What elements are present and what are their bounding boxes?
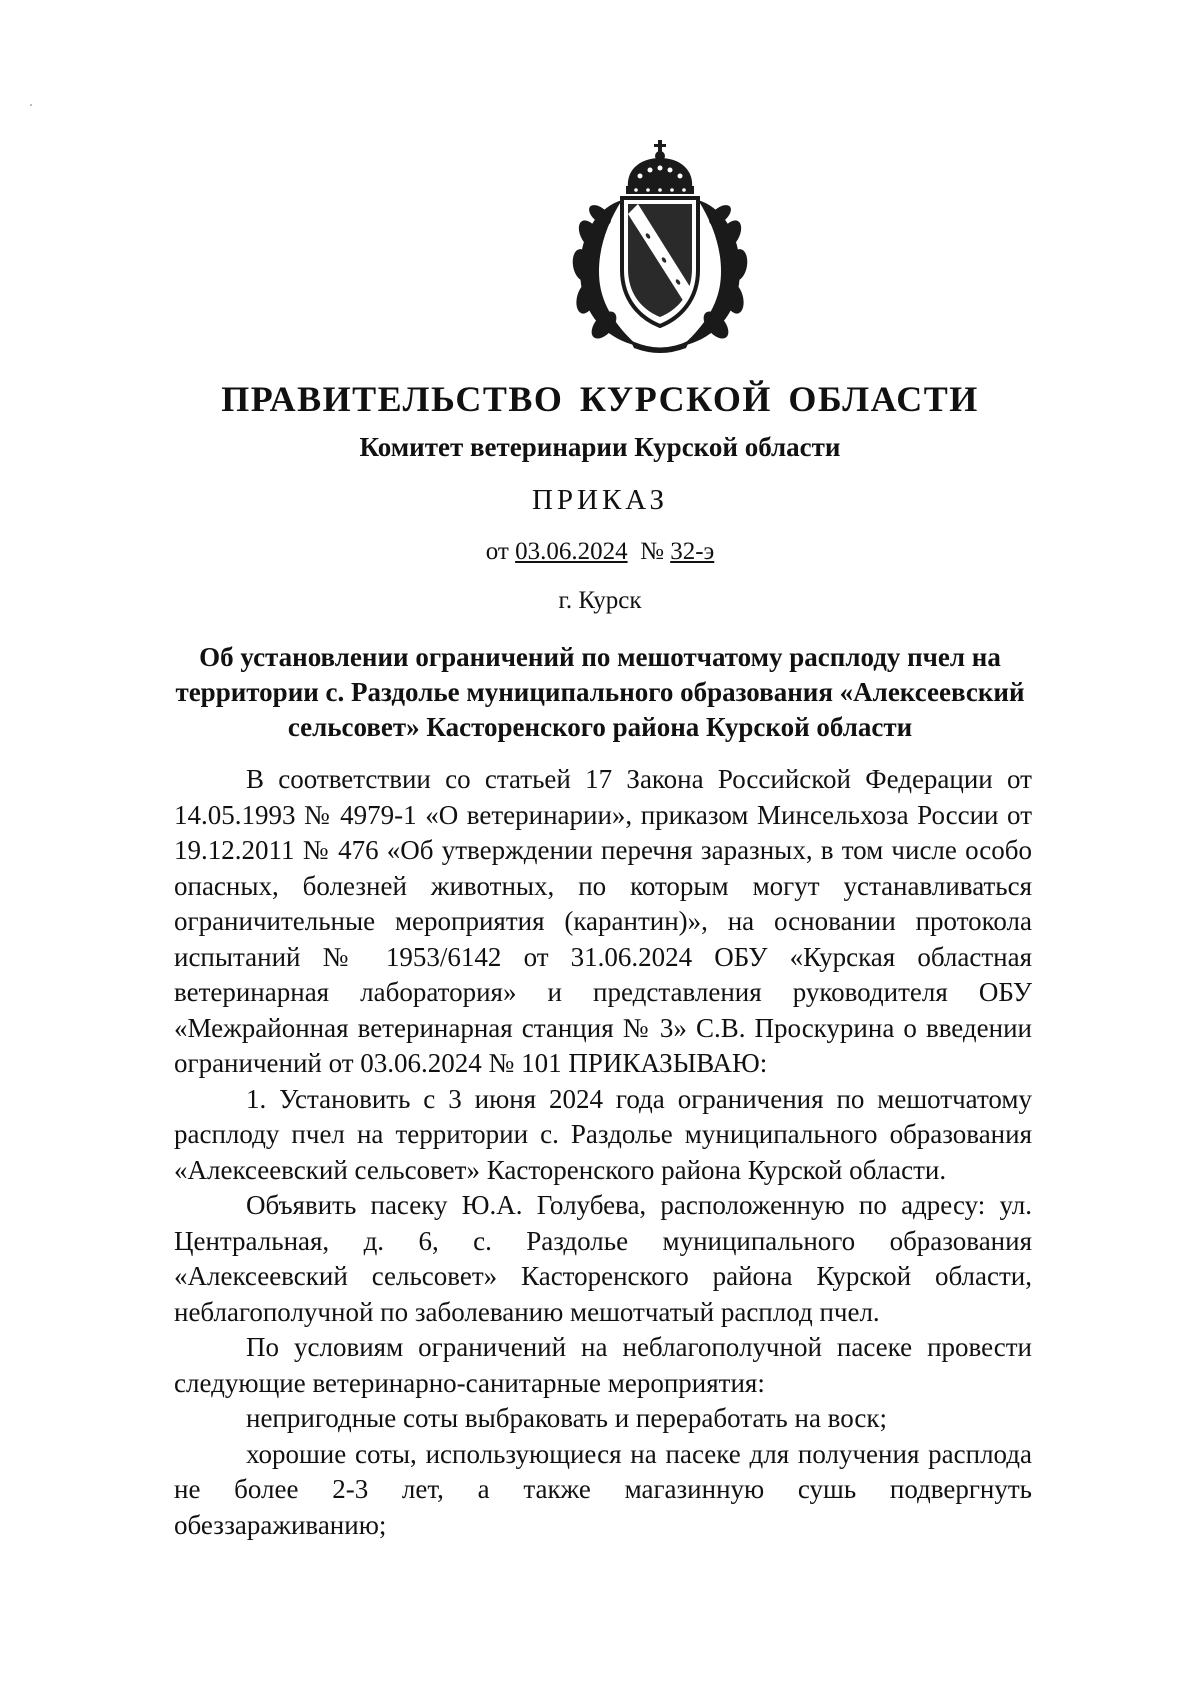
order-subject: Об установлении ограничений по мешотчатому расплоду пчел на территории с. Раздолье муниципального образования «Алексеевский сельсовет» Касторенского района Курской области <box>175 642 1025 742</box>
scan-speck <box>30 104 32 106</box>
order-number: 32-э <box>670 538 715 565</box>
number-prefix: № <box>640 538 671 565</box>
paragraph-preamble: В соответствии со статьей 17 Закона Российской Федерации от 14.05.1993 № 4979-1 «О ветеринарии», приказом Минсельхоза России от 19.12.2011 № 476 «Об утверждении перечня заразных, в том числе особо опасных, болезней животных, по которым могут устанавливаться ограничительные мероприятия (карантин)», на основании протокола испытаний № 1953/6142 от 31.06.2024 ОБУ «Курская областная ветеринарная лаборатория» и представления руководителя ОБУ «Межрайонная ветеринарная станция № 3» С.В. Проскурина о введении ограничений от 03.06.2024 № 101 ПРИКАЗЫВАЮ: <box>174 764 1032 1078</box>
paragraph-measures: По условиям ограничений на неблагополучной пасеке провести следующие ветеринарно-санитарные мероприятия: <box>174 1332 1032 1398</box>
government-title: ПРАВИТЕЛЬСТВО КУРСКОЙ ОБЛАСТИ <box>221 379 979 419</box>
date-prefix: от <box>485 538 516 565</box>
paragraph-combs-reject: непригодные соты выбраковать и переработать на воск; <box>246 1403 888 1433</box>
paragraph-combs-disinfect: хорошие соты, использующиеся на пасеке для получения расплода не более 2-3 лет, а также магазинную сушь подвергнуть обеззараживанию; <box>174 1438 1032 1540</box>
order-body <box>174 762 1032 1543</box>
document-type: ПРИКАЗ <box>531 484 669 516</box>
paragraph-item-1: 1. Установить с 3 июня 2024 года ограничения по мешотчатому расплоду пчел на территории с. Раздолье муниципального образования «Алексеевский сельсовет» Касторенского района Курской области. <box>174 1083 1032 1185</box>
kursk-coat-of-arms-emblem <box>560 140 760 355</box>
order-date-number <box>0 538 1200 566</box>
paragraph-apiary: Объявить пасеку Ю.А. Голубева, расположенную по адресу: ул. Центральная, д. 6, с. Раздолье муниципального образования «Алексеевский сельсовет» Касторенского района Курской области, неблагополучной по заболеванию мешотчатый расплод пчел. <box>174 1190 1032 1327</box>
committee-name: Комитет ветеринарии Курской области <box>359 432 841 462</box>
order-date: 03.06.2024 <box>515 538 628 565</box>
city: г. Курск <box>558 587 642 614</box>
